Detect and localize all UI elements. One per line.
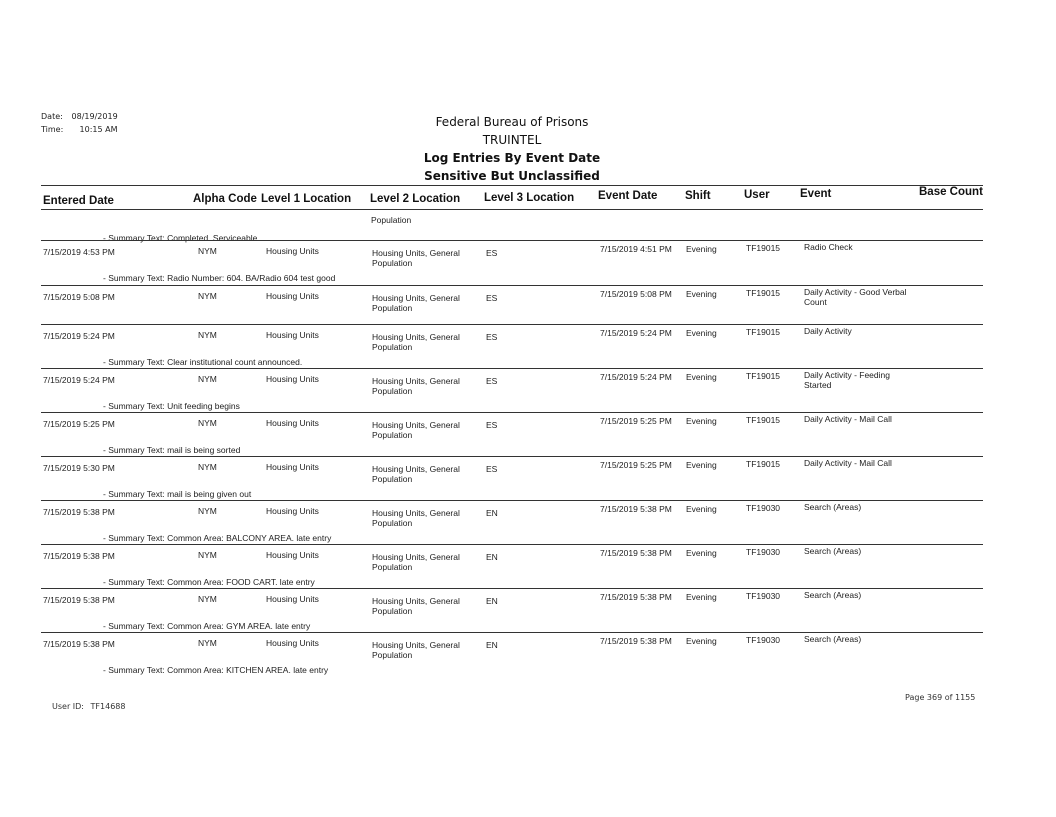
entry-shift: Evening (686, 289, 717, 299)
entry-level1: Housing Units (266, 462, 319, 472)
entry-separator (41, 368, 983, 369)
entry-alpha-code: NYM (198, 638, 217, 648)
entry-level1: Housing Units (266, 246, 319, 256)
entry-level3: EN (486, 596, 498, 606)
system-title: TRUINTEL (482, 133, 542, 147)
entry-level1: Housing Units (266, 418, 319, 428)
entry-level1: Housing Units (266, 291, 319, 301)
entry-entered-date: 7/15/2019 5:38 PM (43, 639, 115, 649)
entry-level1: Housing Units (266, 506, 319, 516)
entry-summary: - Summary Text: Common Area: FOOD CART. late entry (103, 577, 315, 587)
entry-alpha-code: NYM (198, 330, 217, 340)
entry-user: TF19015 (746, 288, 781, 298)
entry-alpha-code: NYM (198, 246, 217, 256)
entry-entered-date: 7/15/2019 5:25 PM (43, 419, 115, 429)
entry-level2: Housing Units, General Population (372, 332, 460, 352)
entry-event: Daily Activity (804, 326, 852, 336)
entry-separator (41, 456, 983, 457)
entry-level2: Housing Units, General Population (372, 248, 460, 268)
entry-level1: Housing Units (266, 330, 319, 340)
entry-level3: ES (486, 248, 498, 258)
time-label: Time: (41, 125, 64, 134)
entry-level2: Housing Units, General Population (372, 508, 460, 528)
entry-event: Daily Activity - Mail Call (804, 414, 892, 424)
entry-event: Radio Check (804, 242, 853, 252)
entry-level3: ES (486, 376, 498, 386)
time-value: 10:15 AM (79, 125, 118, 134)
entry-user: TF19030 (746, 635, 781, 645)
user-id (52, 702, 125, 711)
entry-event: Search (Areas) (804, 546, 862, 556)
classification-label: Sensitive But Unclassified (424, 169, 600, 183)
entry-shift: Evening (686, 504, 717, 514)
col-event-date: Event Date (598, 190, 658, 202)
entry-event: Daily Activity - Good Verbal Count (804, 287, 907, 307)
entry-event-date: 7/15/2019 5:24 PM (600, 328, 672, 338)
entry-alpha-code: NYM (198, 418, 217, 428)
entry-user: TF19015 (746, 371, 781, 381)
col-level3: Level 3 Location (484, 192, 575, 204)
entry-event-date: 7/15/2019 5:25 PM (600, 460, 672, 470)
entry-level2: Housing Units, General Population (372, 293, 460, 313)
entry-summary: - Summary Text: Common Area: BALCONY AREA. late entry (103, 533, 332, 543)
entry-separator (41, 632, 983, 633)
entry-event-date: 7/15/2019 5:38 PM (600, 636, 672, 646)
entry-level2: Housing Units, General Population (372, 640, 460, 660)
entry-entered-date: 7/15/2019 5:24 PM (43, 375, 115, 385)
entry-summary: - Summary Text: mail is being sorted (103, 445, 241, 455)
entry-alpha-code: NYM (198, 462, 217, 472)
entry-level3: ES (486, 464, 498, 474)
carryover-level2: Population (371, 215, 412, 225)
user-id-label: User ID: (52, 702, 84, 711)
entry-level2: Housing Units, General Population (372, 552, 460, 572)
entry-entered-date: 7/15/2019 5:30 PM (43, 463, 115, 473)
entry-shift: Evening (686, 636, 717, 646)
entry-shift: Evening (686, 460, 717, 470)
entry-level3: EN (486, 640, 498, 650)
entry-level1: Housing Units (266, 594, 319, 604)
entry-entered-date: 7/15/2019 5:38 PM (43, 551, 115, 561)
entry-user: TF19015 (746, 327, 781, 337)
entry-alpha-code: NYM (198, 594, 217, 604)
entry-entered-date: 7/15/2019 5:38 PM (43, 507, 115, 517)
entry-separator (41, 500, 983, 501)
entry-user: TF19015 (746, 415, 781, 425)
entry-event: Search (Areas) (804, 502, 862, 512)
col-alpha-code: Alpha Code (193, 193, 257, 205)
carryover-summary: - Summary Text: Completed. Serviceable. (103, 233, 260, 243)
date-label: Date: (41, 112, 63, 121)
page-number: Page 369 of 1155 (905, 693, 976, 702)
entry-event-date: 7/15/2019 5:25 PM (600, 416, 672, 426)
entry-event-date: 7/15/2019 5:38 PM (600, 592, 672, 602)
header-bottom-rule (41, 209, 983, 210)
entry-user: TF19030 (746, 547, 781, 557)
entry-level2: Housing Units, General Population (372, 464, 460, 484)
col-level1: Level 1 Location (261, 193, 352, 205)
header-top-rule (41, 185, 983, 186)
entry-event: Search (Areas) (804, 634, 862, 644)
entry-shift: Evening (686, 328, 717, 338)
entry-level3: ES (486, 420, 498, 430)
entry-level3: EN (486, 552, 498, 562)
entry-event-date: 7/15/2019 5:38 PM (600, 504, 672, 514)
entry-level2: Housing Units, General Population (372, 420, 460, 440)
entry-summary: - Summary Text: Unit feeding begins (103, 401, 240, 411)
entry-user: TF19015 (746, 459, 781, 469)
entry-summary: - Summary Text: Common Area: GYM AREA. late entry (103, 621, 311, 631)
entry-event: Daily Activity - Mail Call (804, 458, 892, 468)
entry-separator (41, 588, 983, 589)
entry-alpha-code: NYM (198, 291, 217, 301)
entry-shift: Evening (686, 416, 717, 426)
entry-shift: Evening (686, 244, 717, 254)
entry-user: TF19030 (746, 591, 781, 601)
org-title: Federal Bureau of Prisons (435, 115, 589, 129)
entry-event-date: 7/15/2019 4:51 PM (600, 244, 672, 254)
entry-separator (41, 412, 983, 413)
col-shift: Shift (685, 190, 711, 202)
entry-user: TF19030 (746, 503, 781, 513)
entry-user: TF19015 (746, 243, 781, 253)
entry-entered-date: 7/15/2019 4:53 PM (43, 247, 115, 257)
col-user: User (744, 189, 770, 201)
entry-event: Daily Activity - Feeding Started (804, 370, 890, 390)
entry-level1: Housing Units (266, 374, 319, 384)
col-entered-date: Entered Date (43, 195, 114, 207)
entry-summary: - Summary Text: Clear institutional count announced. (103, 357, 303, 367)
entry-event-date: 7/15/2019 5:24 PM (600, 372, 672, 382)
entry-separator (41, 324, 983, 325)
entry-summary: - Summary Text: Common Area: KITCHEN AREA. late entry (103, 665, 329, 675)
user-id-value: TF14688 (90, 702, 126, 711)
report-title: Log Entries By Event Date (423, 151, 601, 165)
entry-separator (41, 544, 983, 545)
entry-event-date: 7/15/2019 5:38 PM (600, 548, 672, 558)
entry-summary: - Summary Text: Radio Number: 604. BA/Radio 604 test good (103, 273, 336, 283)
entry-level1: Housing Units (266, 638, 319, 648)
entry-shift: Evening (686, 592, 717, 602)
entry-summary: - Summary Text: mail is being given out (103, 489, 252, 499)
entry-separator (41, 285, 983, 286)
entry-event-date: 7/15/2019 5:08 PM (600, 289, 672, 299)
entry-entered-date: 7/15/2019 5:38 PM (43, 595, 115, 605)
entry-alpha-code: NYM (198, 374, 217, 384)
entry-alpha-code: NYM (198, 506, 217, 516)
entry-entered-date: 7/15/2019 5:24 PM (43, 331, 115, 341)
entry-level2: Housing Units, General Population (372, 376, 460, 396)
col-base-count: Base Count (919, 186, 983, 198)
entry-alpha-code: NYM (198, 550, 217, 560)
date-value: 08/19/2019 (71, 112, 118, 121)
col-level2: Level 2 Location (370, 193, 461, 205)
entry-level3: ES (486, 332, 498, 342)
entry-level2: Housing Units, General Population (372, 596, 460, 616)
entry-separator (41, 240, 983, 241)
col-event: Event (800, 188, 832, 200)
entry-shift: Evening (686, 548, 717, 558)
entry-level3: EN (486, 508, 498, 518)
entry-level1: Housing Units (266, 550, 319, 560)
entry-event: Search (Areas) (804, 590, 862, 600)
entry-level3: ES (486, 293, 498, 303)
entry-shift: Evening (686, 372, 717, 382)
entry-entered-date: 7/15/2019 5:08 PM (43, 292, 115, 302)
